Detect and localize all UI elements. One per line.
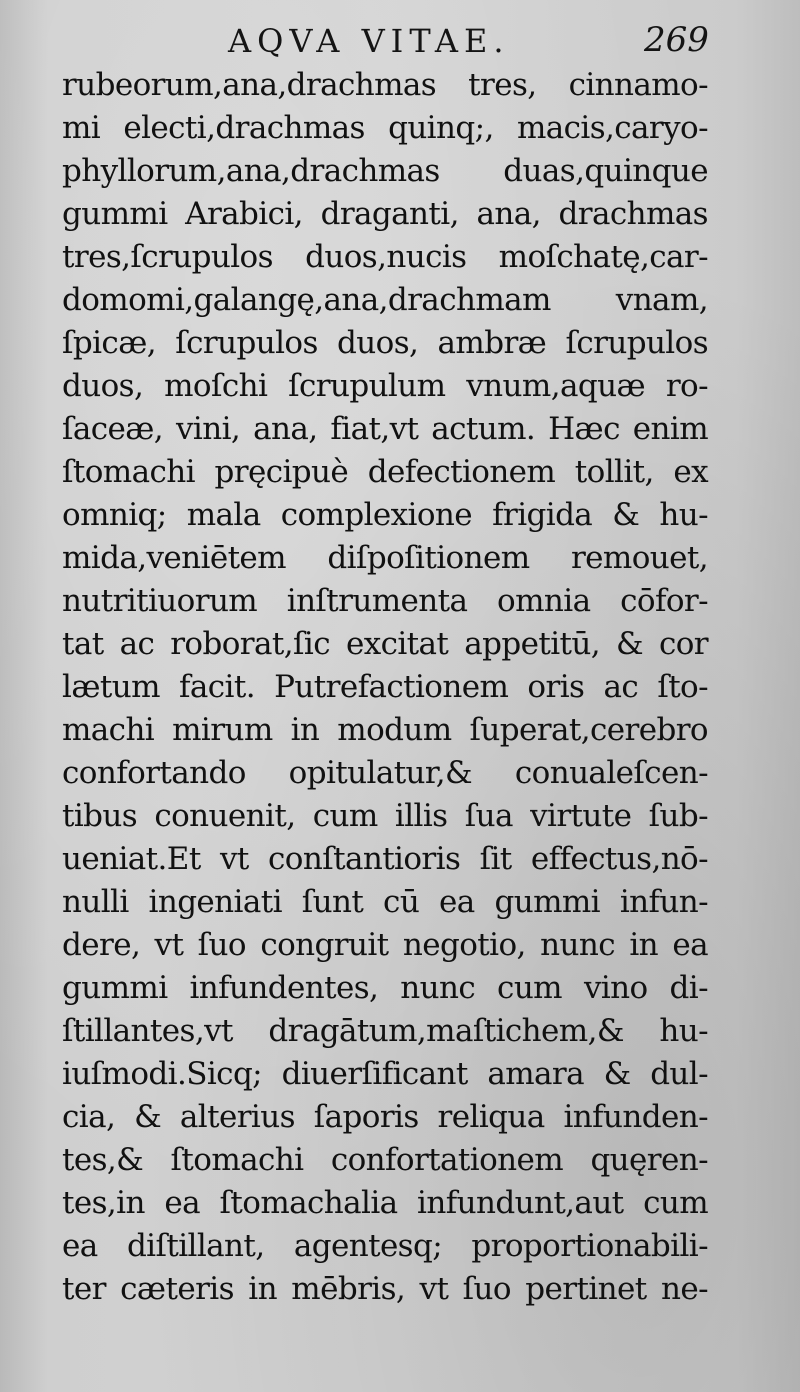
text-line: ſpicæ, ſcrupulos duos, ambræ ſcrupulos bbox=[62, 325, 708, 361]
text-line: confortando opitulatur,& conualeſcen- bbox=[62, 755, 708, 791]
text-line: tes,& ſtomachi confortationem quęren- bbox=[62, 1142, 708, 1178]
text-line: dere, vt ſuo congruit negotio, nunc in ea bbox=[62, 927, 708, 963]
text-line: cia, & alterius ſaporis reliqua infunden- bbox=[62, 1099, 708, 1135]
text-line: omniq; mala complexione frigida & hu- bbox=[62, 497, 708, 533]
text-line: ſtillantes,vt dragātum,maſtichem,& hu- bbox=[62, 1013, 708, 1049]
text-line: duos, moſchi ſcrupulum vnum,aquæ ro- bbox=[62, 368, 708, 404]
text-line: domomi,galangę,ana,drachmam vnam, bbox=[62, 282, 708, 318]
page-number: 269 bbox=[644, 20, 709, 60]
text-line: tes,in ea ſtomachalia infundunt,aut cum bbox=[62, 1185, 708, 1221]
text-line: gummi Arabici, draganti, ana, drachmas bbox=[62, 196, 708, 232]
text-line: mi electi,drachmas quinq;, macis,caryo- bbox=[62, 110, 708, 146]
text-line: tat ac roborat,ſic excitat appetitū, & cor bbox=[62, 626, 708, 662]
body-text bbox=[62, 64, 708, 1311]
text-line: tibus conuenit, cum illis ſua virtute ſub- bbox=[62, 798, 708, 834]
text-line: lætum facit. Putrefactionem oris ac ſto- bbox=[62, 669, 708, 705]
text-line: phyllorum,ana,drachmas duas,quinque bbox=[62, 153, 708, 189]
text-line: machi mirum in modum ſuperat,cerebro bbox=[62, 712, 708, 748]
text-line: ter cæteris in mēbris, vt ſuo pertinet ne- bbox=[62, 1271, 708, 1307]
text-line: ueniat.Et vt conſtantioris ſit effectus,nō- bbox=[62, 841, 708, 877]
running-title: AQVA VITAE. bbox=[228, 22, 510, 60]
text-line: tres,ſcrupulos duos,nucis moſchatę,car- bbox=[62, 239, 708, 275]
text-line: ea diſtillant, agentesq; proportionabili- bbox=[62, 1228, 708, 1264]
running-head bbox=[0, 18, 800, 62]
text-line: ſtomachi pręcipuè defectionem tollit, ex bbox=[62, 454, 708, 490]
text-line: mida,veniētem diſpoſitionem remouet, bbox=[62, 540, 708, 576]
text-line: iuſmodi.Sicq; diuerſificant amara & dul- bbox=[62, 1056, 708, 1092]
text-line: ſaceæ, vini, ana, fiat,vt actum. Hæc enim bbox=[62, 411, 708, 447]
text-line: rubeorum,ana,drachmas tres, cinnamo- bbox=[62, 67, 708, 103]
text-line: gummi infundentes, nunc cum vino di- bbox=[62, 970, 708, 1006]
text-line: nutritiuorum inſtrumenta omnia cōfor- bbox=[62, 583, 708, 619]
text-line: nulli ingeniati ſunt cū ea gummi infun- bbox=[62, 884, 708, 920]
